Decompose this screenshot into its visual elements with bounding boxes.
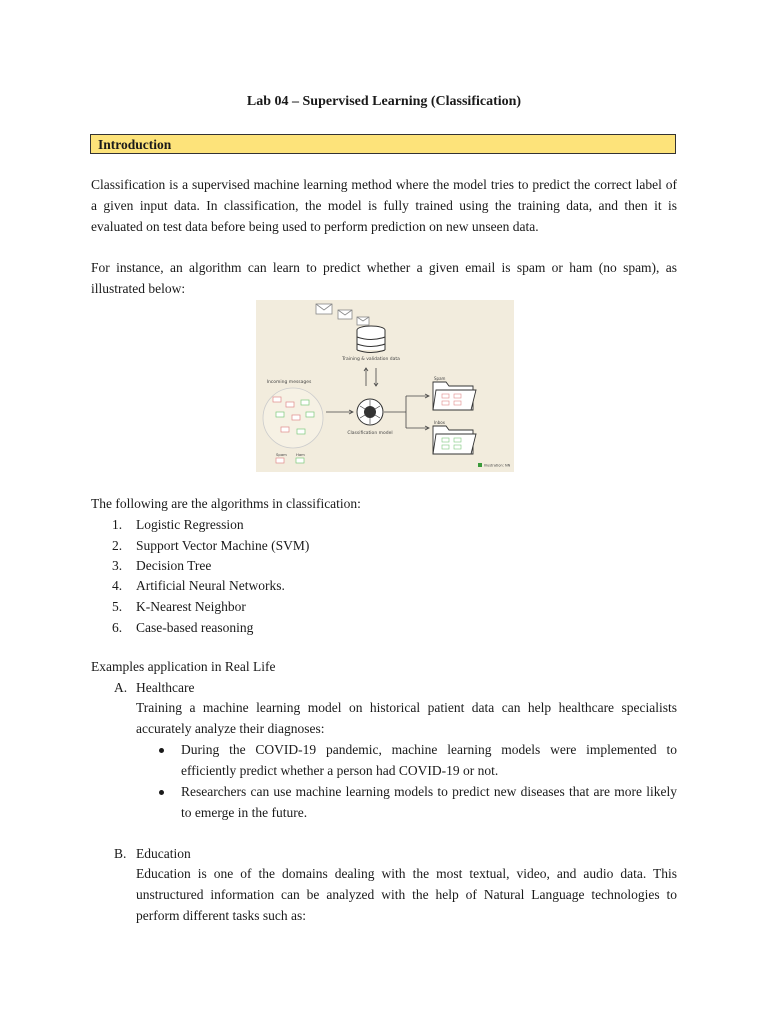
list-item-number: 3. (112, 558, 123, 573)
credit-logo-icon (478, 463, 482, 467)
legend-spam-label: Spam (276, 452, 287, 457)
healthcare-text: Training a machine learning model on historical patient data can help healthcare specialists accurately analyze their diagnoses: (136, 700, 677, 736)
spam-envelope-icon (292, 415, 300, 420)
list-item-number: 5. (112, 599, 123, 614)
list-item: Support Vector Machine (SVM) (136, 538, 310, 553)
algorithms-intro: The following are the algorithms in classification: (91, 496, 361, 511)
healthcare-bullet: Researchers can use machine learning models to predict new diseases that are more likely to emerge in the future. (181, 784, 677, 820)
legend-ham-icon (296, 458, 304, 463)
list-item: Logistic Regression (136, 517, 244, 532)
spam-folder-label: Spam (434, 376, 446, 381)
list-item: Artificial Neural Networks. (136, 578, 285, 593)
bullet-icon (159, 790, 164, 795)
examples-intro: Examples application in Real Life (91, 659, 276, 674)
ham-envelope-icon (276, 412, 284, 417)
list-item: Decision Tree (136, 558, 212, 573)
spam-classification-figure (256, 300, 514, 472)
spam-folder-icon (433, 382, 476, 410)
list-item-number: 6. (112, 620, 123, 635)
incoming-label: Incoming messages (266, 380, 312, 385)
spam-envelope-icon (281, 427, 289, 432)
brain-icon (357, 399, 383, 425)
database-icon (357, 326, 385, 353)
list-item: K-Nearest Neighbor (136, 599, 246, 614)
list-item-number: 2. (112, 538, 123, 553)
healthcare-letter: A. (114, 680, 128, 695)
healthcare-bullet: During the COVID-19 pandemic, machine learning models were implemented to efficiently predict whether a person had COVID-19 or not. (181, 742, 677, 778)
bullet-icon (159, 748, 164, 753)
list-item-number: 4. (112, 578, 123, 593)
spam-envelope-icon (273, 397, 281, 402)
education-letter: B. (114, 846, 127, 861)
section-heading-box (90, 134, 676, 154)
legend-spam-icon (276, 458, 284, 463)
education-text: Education is one of the domains dealing with the most textual, video, and audio data. This unstructured information can be analyzed with the help of Natural Language technologies to perform different tasks such as: (136, 866, 677, 923)
training-data-label: Training & validation data (342, 357, 400, 362)
legend-ham-label: Ham (296, 452, 305, 457)
inbox-folder-label: Inbox (434, 420, 445, 425)
sync-arrows (364, 368, 378, 386)
figure-credit: Illustration: NN (484, 463, 511, 468)
ham-envelope-icon (306, 412, 314, 417)
list-item-number: 1. (112, 517, 123, 532)
inbox-folder-icon (433, 426, 476, 454)
section-heading: Introduction (98, 137, 172, 152)
page-title: Lab 04 – Supervised Learning (Classification) (246, 94, 522, 109)
model-label: Classification model (347, 431, 393, 436)
ham-envelope-icon (301, 400, 309, 405)
intro-paragraph: Classification is a supervised machine learning method where the model tries to predict the correct label of a given input data. In classification, the model is fully trained using the training data, and then it is evaluated on test data before being used to perform prediction on new unseen data. (91, 177, 677, 234)
healthcare-heading: Healthcare (136, 680, 195, 695)
instance-paragraph: For instance, an algorithm can learn to predict whether a given email is spam or ham (no spam), as illustrated below: (91, 260, 677, 296)
envelope-icon (316, 304, 369, 325)
list-item: Case-based reasoning (136, 620, 254, 635)
classification-diagram (256, 300, 514, 472)
education-heading: Education (136, 846, 191, 861)
spam-envelope-icon (286, 402, 294, 407)
ham-envelope-icon (297, 429, 305, 434)
